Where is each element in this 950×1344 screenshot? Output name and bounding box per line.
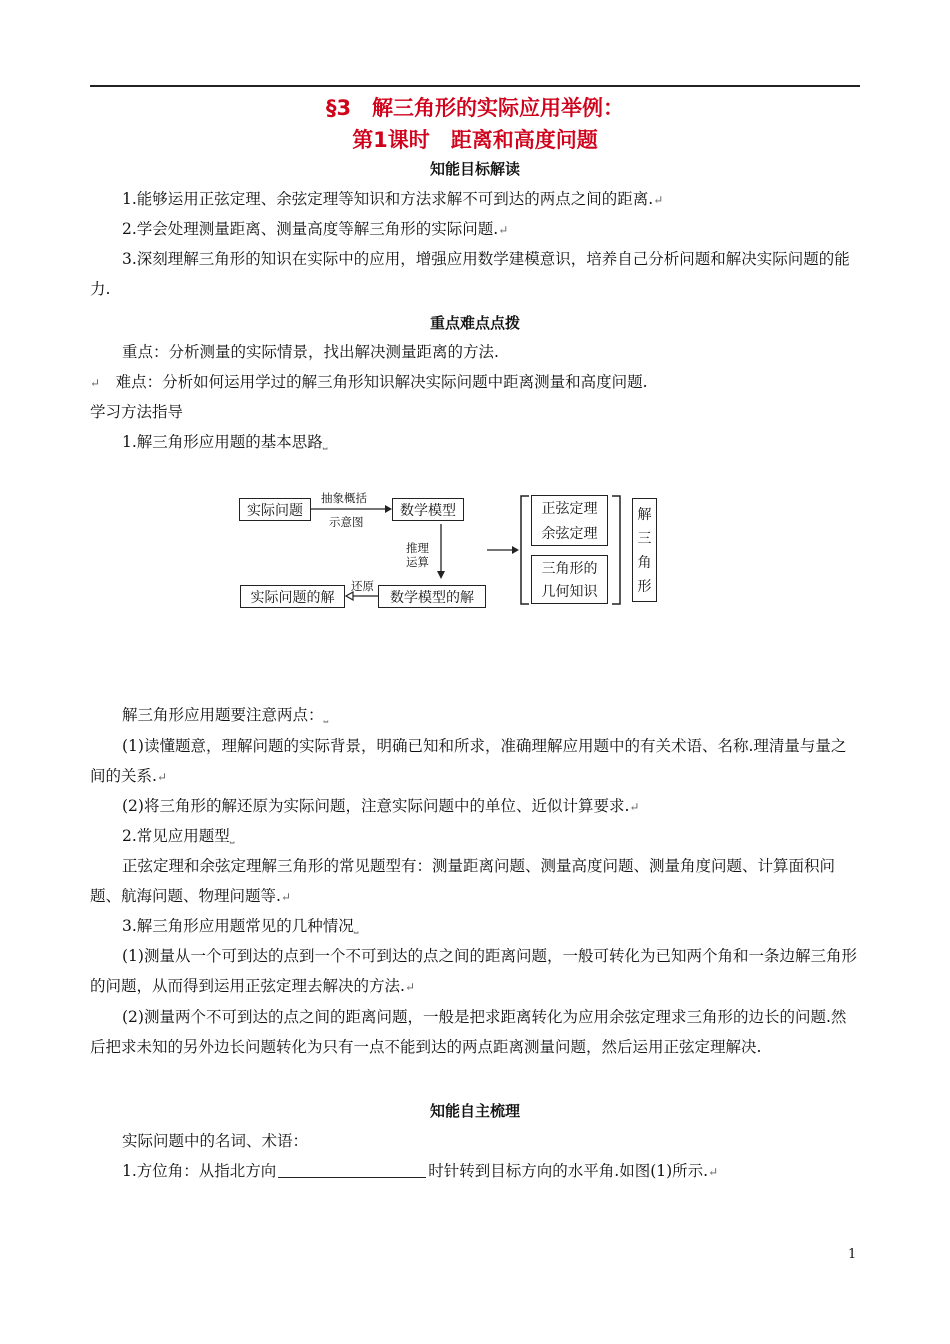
solve-triangle-box bbox=[632, 498, 657, 602]
abstract-label: 抽象概括 bbox=[321, 491, 367, 505]
law-box bbox=[531, 495, 608, 546]
note-1: (1)读懂题意，理解问题的实际背景，明确已知和所求，准确理解应用题中的有关术语、名称.理清量与量之间的关系.↵ bbox=[90, 737, 847, 785]
solve-char-1: 解 bbox=[637, 507, 652, 523]
terms-intro: 实际问题中的名词、术语： bbox=[122, 1132, 309, 1150]
reason-label-1: 推理 bbox=[406, 541, 429, 555]
cosine-law: 余弦定理 bbox=[541, 525, 598, 542]
self-study-heading: 知能自主梳理 bbox=[429, 1102, 520, 1120]
bracket-left bbox=[521, 496, 529, 604]
solve-char-3: 角 bbox=[637, 555, 652, 571]
goal-2: 2.学会处理测量距离、测量高度等解三角形的实际问题.↵ bbox=[122, 220, 509, 238]
types-heading: 2.常见应用题型⎵ bbox=[122, 827, 235, 845]
method-1: 1.解三角形应用题的基本思路⎵ bbox=[122, 433, 328, 451]
restore-label: 还原 bbox=[351, 579, 374, 593]
diagram-label: 示意图 bbox=[329, 515, 364, 529]
types-text: 正弦定理和余弦定理解三角形的常见题型有：测量距离问题、测量高度问题、测量角度问题、计算面积问题、航海问题、物理问题等.↵ bbox=[90, 857, 836, 905]
page-number: 1 bbox=[848, 1247, 857, 1262]
solve-char-2: 三 bbox=[637, 531, 652, 547]
bracket-right bbox=[612, 496, 620, 604]
title-line-1: §3 解三角形的实际应用举例： bbox=[325, 96, 625, 120]
sine-law: 正弦定理 bbox=[541, 501, 598, 518]
real-problem-box: 实际问题 bbox=[239, 498, 311, 521]
flowchart bbox=[235, 488, 665, 613]
model-solution-box: 数学模型的解 bbox=[378, 585, 486, 608]
key-point: 重点：分析测量的实际情景，找出解决测量距离的方法. bbox=[122, 343, 499, 361]
azimuth-blank bbox=[278, 1161, 426, 1178]
difficult-point: ↵ 难点：分析如何运用学过的解三角形知识解决实际问题中距离测量和高度问题. bbox=[90, 373, 648, 391]
solve-char-4: 形 bbox=[637, 579, 652, 595]
azimuth-definition: 1.方位角：从指北方向 时针转到目标方向的水平角.如图(1)所示.↵ bbox=[122, 1162, 719, 1180]
triangle-knowledge-box bbox=[531, 555, 608, 604]
real-solution-box: 实际问题的解 bbox=[240, 585, 345, 608]
title-line-2: 第1课时 距离和高度问题 bbox=[352, 128, 598, 152]
method-heading: 学习方法指导 bbox=[90, 403, 184, 421]
math-model-box: 数学模型 bbox=[392, 498, 464, 521]
triangle-line-2: 几何知识 bbox=[541, 584, 598, 601]
arrow-to-tools-head bbox=[512, 546, 519, 554]
triangle-line-1: 三角形的 bbox=[541, 560, 598, 577]
arrow-reason-head bbox=[437, 571, 445, 579]
goal-3: 3.深刻理解三角形的知识在实际中的应用，增强应用数学建模意识，培养自己分析问题和解决实际问题的能力. bbox=[90, 250, 850, 298]
arrow-abstract-head bbox=[385, 505, 392, 513]
case-2: (2)测量两个不可到达的点之间的距离问题，一般是把求距离转化为应用余弦定理求三角形的边长的问题.然后把求未知的另外边长问题转化为只有一点不能到达的两点距离测量问题，然后运用正弦定理解决. bbox=[90, 1008, 847, 1056]
cases-heading: 3.解三角形应用题常见的几种情况⎵ bbox=[122, 917, 359, 935]
case-1: (1)测量从一个可到达的点到一个不可到达的点之间的距离问题，一般可转化为已知两个角和一条边解三角形的问题，从而得到运用正弦定理去解决的方法.↵ bbox=[90, 947, 857, 995]
key-difficult-heading: 重点难点点拨 bbox=[429, 314, 520, 332]
goals-heading: 知能目标解读 bbox=[429, 160, 520, 178]
note-intro: 解三角形应用题要注意两点：⎵ bbox=[122, 706, 329, 724]
note-2: (2)将三角形的解还原为实际问题，注意实际问题中的单位、近似计算要求.↵ bbox=[122, 797, 640, 815]
header-rule bbox=[90, 85, 860, 87]
goal-1: 1.能够运用正弦定理、余弦定理等知识和方法求解不可到达的两点之间的距离.↵ bbox=[122, 190, 664, 208]
reason-label-2: 运算 bbox=[406, 555, 429, 569]
